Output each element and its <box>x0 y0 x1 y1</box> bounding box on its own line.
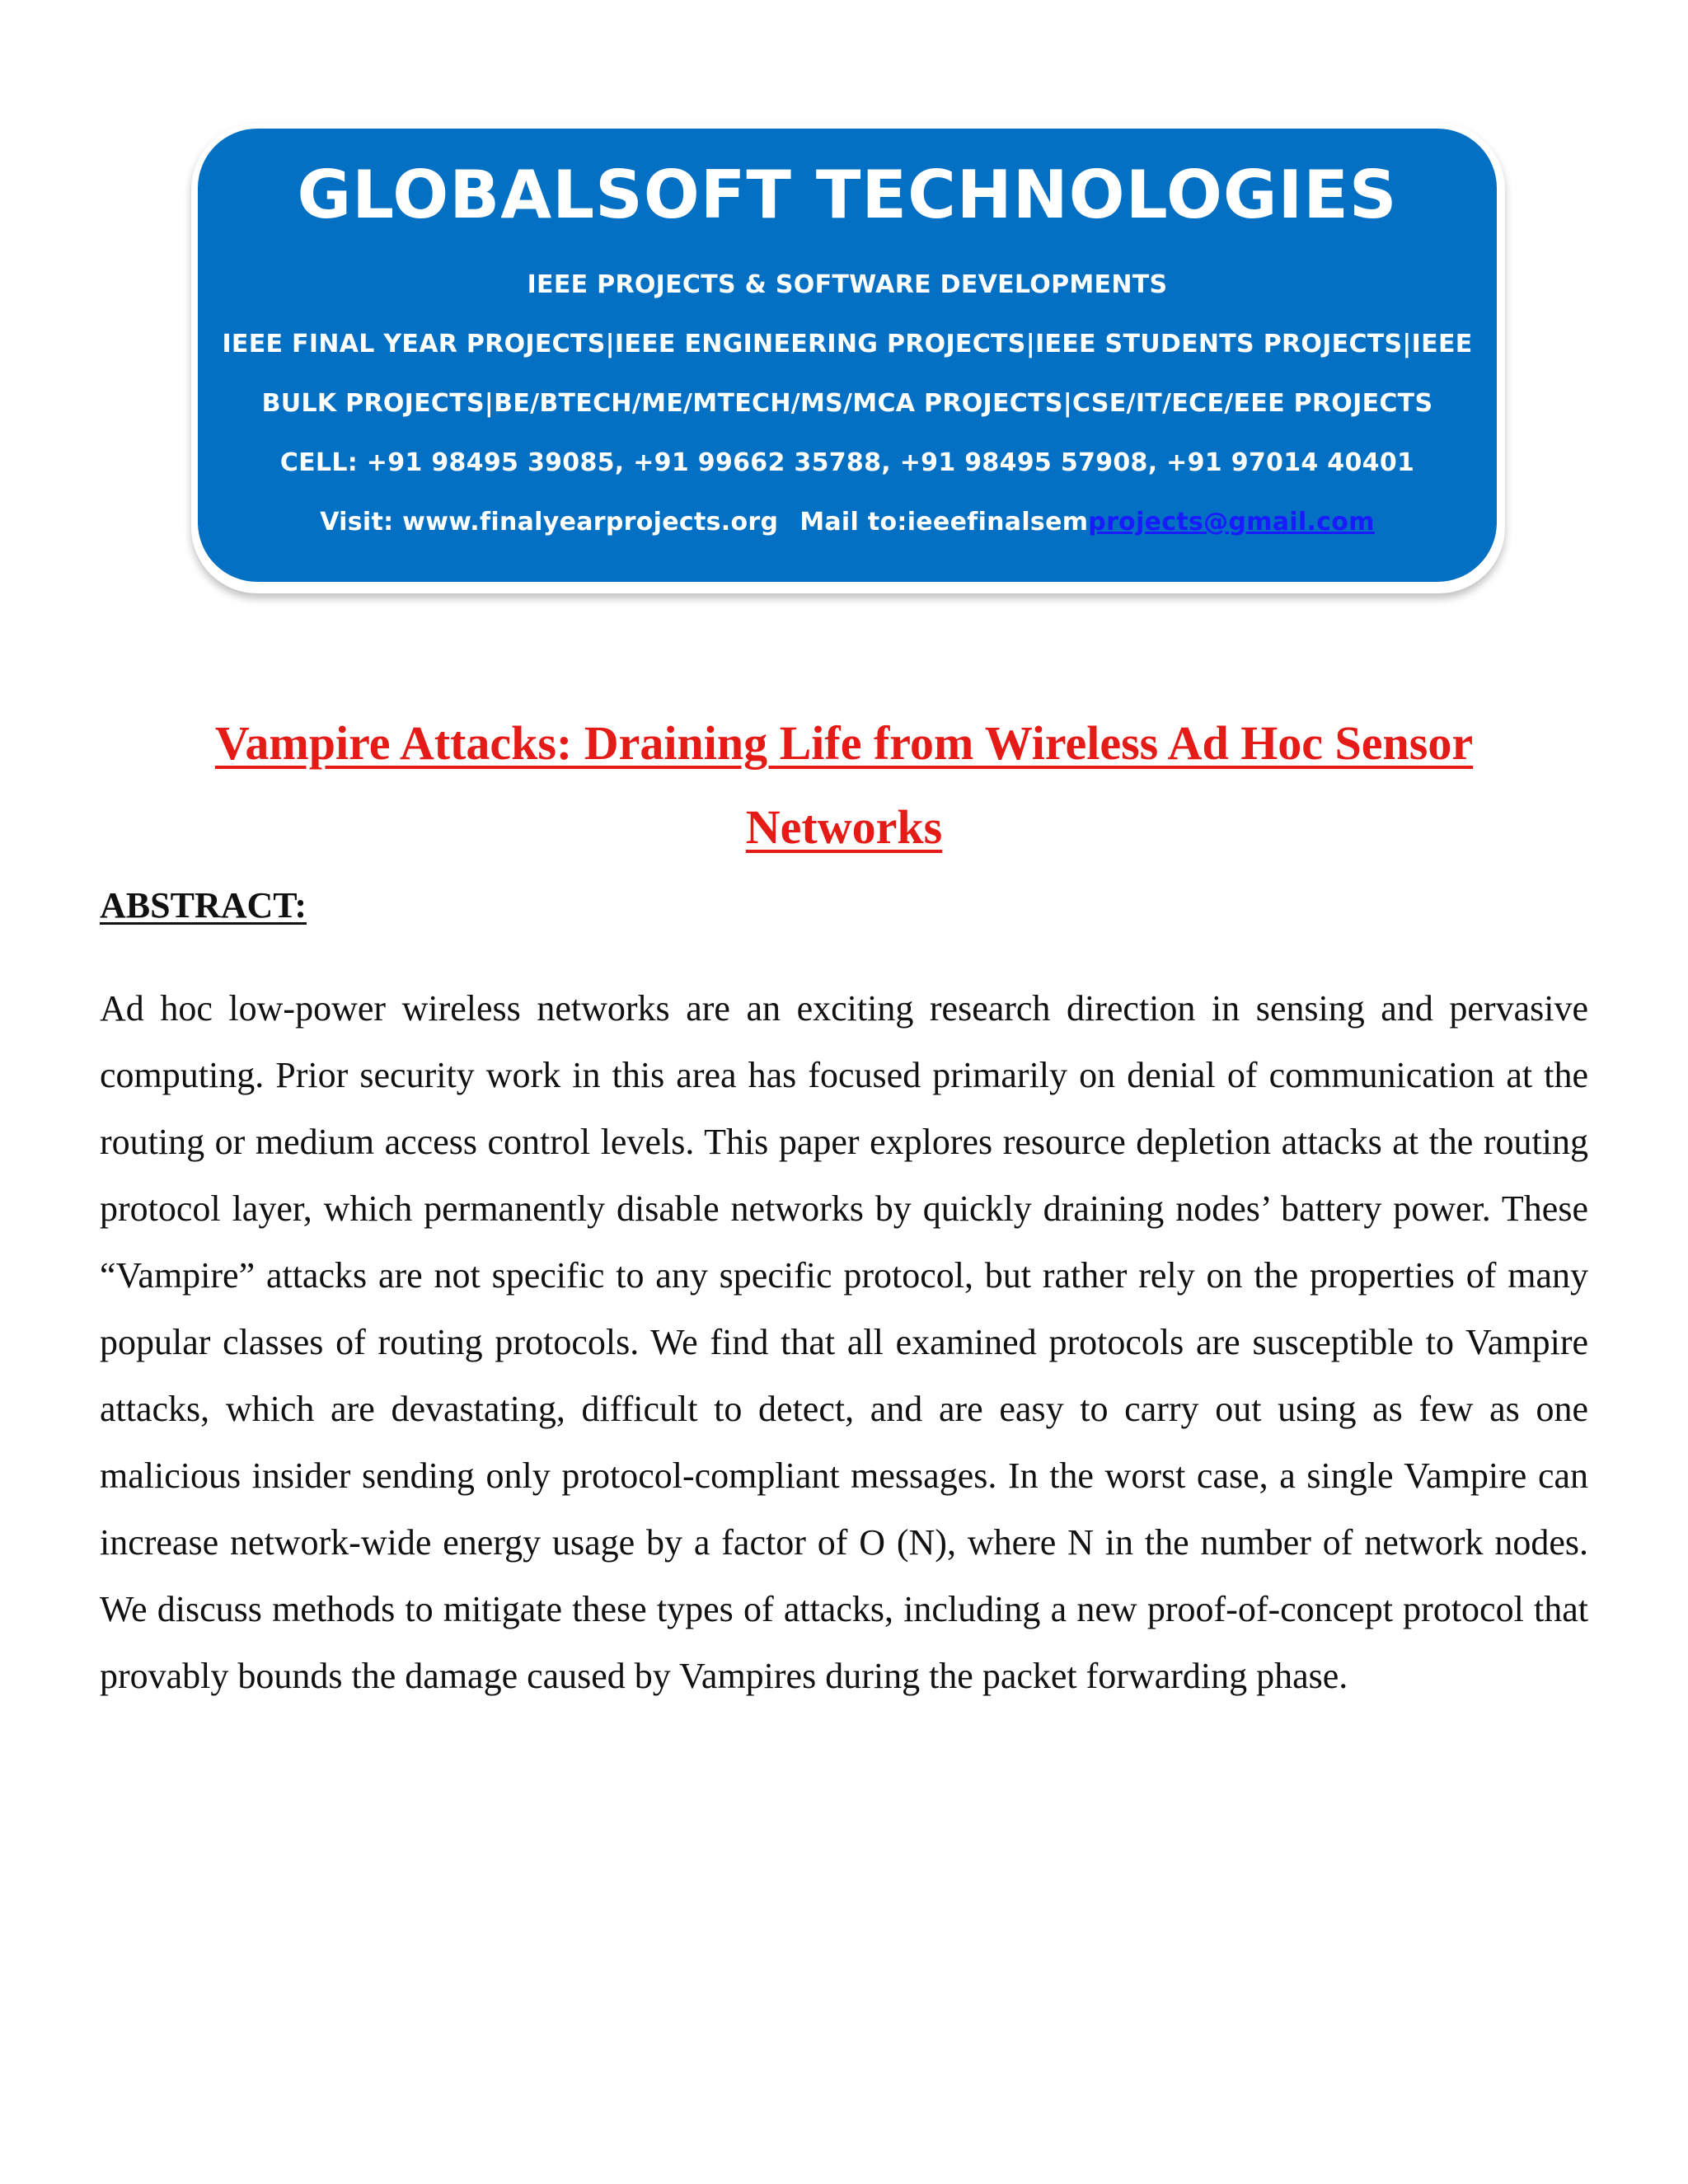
company-name: GLOBALSOFT TECHNOLOGIES <box>297 157 1398 233</box>
paper-title-line-1: Vampire Attacks: Draining Life from Wireless Ad Hoc Sensor <box>214 716 1474 770</box>
abstract-body: Ad hoc low-power wireless networks are an exciting research direction in sensing and pervasive computing. Prior security work in this area has focused primarily on denial of communication at the routing or medium access control levels. This paper explores resource depletion attacks at the routing protocol layer, which permanently disable networks by quickly draining nodes’ battery power. These “Vampire” attacks are not specific to any specific protocol, but rather rely on the properties of many popular classes of routing protocols. We find that all examined protocols are susceptible to Vampire attacks, which are devastating, difficult to detect, and are easy to carry out using as few as one malicious insider sending only protocol-compliant messages. In the worst case, a single Vampire can increase network-wide energy usage by a factor of O (N), where N in the number of network nodes. We discuss methods to mitigate these types of attacks, including a new proof-of-concept protocol that provably bounds the damage caused by Vampires during the packet forwarding phase. <box>100 988 1588 1696</box>
abstract-heading: ABSTRACT: <box>100 885 307 926</box>
company-banner <box>198 129 1497 582</box>
paper-title-line-2: Networks <box>745 800 943 854</box>
banner-tagline: IEEE PROJECTS & SOFTWARE DEVELOPMENTS <box>527 270 1168 299</box>
banner-projects-line-1: IEEE FINAL YEAR PROJECTS|IEEE ENGINEERING PROJECTS|IEEE STUDENTS PROJECTS|IEEE <box>222 330 1473 359</box>
banner-contact-line <box>198 508 1497 537</box>
website-text: Visit: www.finalyearprojects.org <box>320 508 779 537</box>
email-link[interactable]: projects@gmail.com <box>1088 508 1375 537</box>
banner-phone-numbers: CELL: +91 98495 39085, +91 99662 35788, +91 98495 57908, +91 97014 40401 <box>279 448 1415 477</box>
banner-projects-line-2: BULK PROJECTS|BE/BTECH/ME/MTECH/MS/MCA PROJECTS|CSE/IT/ECE/EEE PROJECTS <box>261 389 1433 418</box>
mail-prefix-text: Mail to:ieeefinalsem <box>799 508 1089 537</box>
